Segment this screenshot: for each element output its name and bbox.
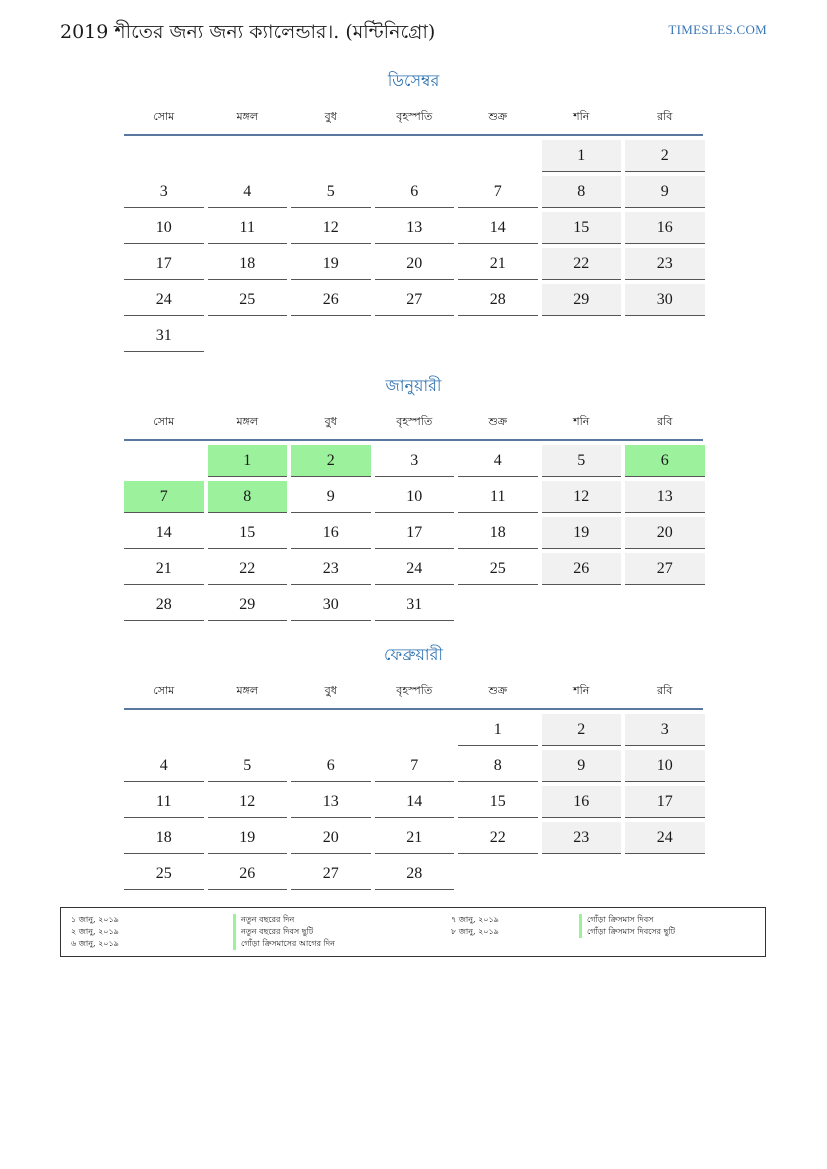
day-cell: 16 [625,212,705,244]
day-cell: 31 [375,589,455,621]
month-title: জানুয়ারী [385,376,442,395]
day-cell: 23 [542,822,622,854]
day-cell: 30 [625,284,705,316]
day-cell: 24 [375,553,455,585]
legend-date: ৮ জানু, ২০১৯ [451,927,499,936]
legend-date: ৭ জানু, ২০১৯ [451,915,499,924]
weekday-label: বুধ [324,415,337,428]
day-cell: 25 [208,284,288,316]
day-cell: 3 [625,714,705,746]
day-cell: 17 [625,786,705,818]
day-cell: 4 [124,750,204,782]
day-cell: 10 [625,750,705,782]
holiday-legend [60,907,766,957]
day-cell: 14 [458,212,538,244]
weekday-label: শনি [573,415,590,428]
day-cell: 24 [625,822,705,854]
day-cell: 13 [625,481,705,513]
day-cell: 19 [208,822,288,854]
empty-cell [291,140,371,172]
day-cell: 2 [542,714,622,746]
day-cell: 4 [208,176,288,208]
day-cell: 18 [124,822,204,854]
weekday-label: মঙ্গল [236,684,259,697]
weekday-label: রবি [657,110,673,123]
day-cell: 6 [291,750,371,782]
day-cell: 26 [208,858,288,890]
weekday-label: বুধ [324,110,337,123]
day-cell: 16 [542,786,622,818]
day-cell: 20 [375,248,455,280]
legend-holiday-name: গোঁড়া ক্রিসমাস দিবস [579,914,653,926]
days-grid [124,140,703,352]
brand-link[interactable]: TIMESLES.COM [668,22,767,37]
empty-cell [291,714,371,746]
day-cell: 16 [291,517,371,549]
weekday-label: মঙ্গল [236,415,259,428]
weekday-header [124,106,703,136]
day-cell: 18 [208,248,288,280]
legend-date: ৬ জানু, ২০১৯ [71,939,119,948]
weekday-label: সোম [153,684,175,697]
holiday-day-cell: 1 [208,445,288,477]
day-cell: 5 [291,176,371,208]
day-cell: 29 [208,589,288,621]
day-cell: 25 [458,553,538,585]
day-cell: 30 [291,589,371,621]
day-cell: 17 [375,517,455,549]
holiday-day-cell: 8 [208,481,288,513]
day-cell: 28 [375,858,455,890]
day-cell: 19 [291,248,371,280]
month-title: ডিসেম্বর [387,71,440,90]
weekday-header [124,680,703,710]
day-cell: 4 [458,445,538,477]
day-cell: 7 [375,750,455,782]
weekday-label: বুধ [324,684,337,697]
day-cell: 13 [291,786,371,818]
day-cell: 3 [375,445,455,477]
weekday-header [124,411,703,441]
day-cell: 23 [625,248,705,280]
day-cell: 24 [124,284,204,316]
day-cell: 15 [542,212,622,244]
day-cell: 25 [124,858,204,890]
day-cell: 29 [542,284,622,316]
day-cell: 15 [458,786,538,818]
day-cell: 18 [458,517,538,549]
days-grid [124,714,703,890]
empty-cell [208,140,288,172]
day-cell: 27 [625,553,705,585]
day-cell: 27 [375,284,455,316]
legend-date: ২ জানু, ২০১৯ [71,927,119,936]
day-cell: 20 [625,517,705,549]
weekday-label: বৃহস্পতি [396,415,433,428]
legend-holiday-name: গোঁড়া ক্রিসমাস দিবসের ছুটি [579,926,675,938]
day-cell: 15 [208,517,288,549]
day-cell: 12 [208,786,288,818]
day-cell: 26 [291,284,371,316]
day-cell: 1 [458,714,538,746]
weekday-label: শুক্র [488,110,508,123]
holiday-day-cell: 6 [625,445,705,477]
day-cell: 5 [542,445,622,477]
legend-holiday-name: গোঁড়া ক্রিসমাসের আগের দিন [233,938,335,950]
day-cell: 7 [458,176,538,208]
legend-date: ১ জানু, ২০১৯ [71,915,119,924]
day-cell: 17 [124,248,204,280]
day-cell: 22 [542,248,622,280]
weekday-label: সোম [153,110,175,123]
day-cell: 14 [124,517,204,549]
days-grid [124,445,703,621]
empty-cell [124,714,204,746]
day-cell: 10 [124,212,204,244]
day-cell: 3 [124,176,204,208]
weekday-label: রবি [657,684,673,697]
day-cell: 12 [542,481,622,513]
day-cell: 11 [124,786,204,818]
day-cell: 20 [291,822,371,854]
day-cell: 9 [291,481,371,513]
day-cell: 5 [208,750,288,782]
day-cell: 8 [542,176,622,208]
day-cell: 6 [375,176,455,208]
month-january [124,375,703,621]
day-cell: 11 [458,481,538,513]
weekday-label: শনি [573,684,590,697]
day-cell: 21 [375,822,455,854]
day-cell: 28 [124,589,204,621]
day-cell: 19 [542,517,622,549]
weekday-label: শনি [573,110,590,123]
day-cell: 13 [375,212,455,244]
day-cell: 21 [458,248,538,280]
day-cell: 26 [542,553,622,585]
page-title: 2019 শীতের জন্য জন্য ক্যালেন্ডার।. (মন্টিনিগ্রো) [60,21,436,43]
day-cell: 10 [375,481,455,513]
holiday-day-cell: 7 [124,481,204,513]
weekday-label: শুক্র [488,684,508,697]
day-cell: 1 [542,140,622,172]
weekday-label: শুক্র [488,415,508,428]
empty-cell [375,714,455,746]
month-december [124,70,703,352]
legend-holiday-name: নতুন বছরের দিন [233,914,294,926]
empty-cell [208,714,288,746]
weekday-label: রবি [657,415,673,428]
day-cell: 12 [291,212,371,244]
day-cell: 8 [458,750,538,782]
legend-holiday-name: নতুন বছরের দিবস ছুটি [233,926,313,938]
weekday-label: সোম [153,415,175,428]
day-cell: 23 [291,553,371,585]
day-cell: 28 [458,284,538,316]
empty-cell [124,140,204,172]
empty-cell [375,140,455,172]
day-cell: 9 [542,750,622,782]
day-cell: 9 [625,176,705,208]
holiday-day-cell: 2 [291,445,371,477]
day-cell: 22 [458,822,538,854]
day-cell: 22 [208,553,288,585]
day-cell: 2 [625,140,705,172]
weekday-label: বৃহস্পতি [396,110,433,123]
empty-cell [458,140,538,172]
empty-cell [124,445,204,477]
month-title: ফেব্রুয়ারী [384,645,443,664]
month-february [124,644,703,890]
day-cell: 27 [291,858,371,890]
day-cell: 11 [208,212,288,244]
day-cell: 14 [375,786,455,818]
weekday-label: মঙ্গল [236,110,259,123]
day-cell: 31 [124,320,204,352]
weekday-label: বৃহস্পতি [396,684,433,697]
day-cell: 21 [124,553,204,585]
